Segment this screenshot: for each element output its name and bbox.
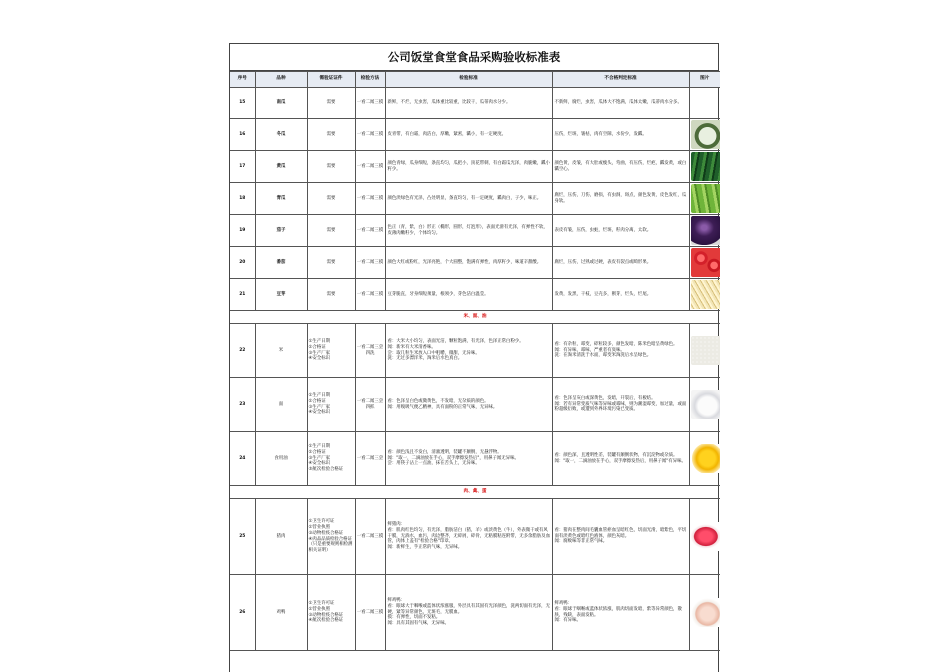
flour-photo (691, 390, 721, 419)
item-name: 食用油 (255, 432, 307, 486)
item-name: 青瓜 (255, 183, 307, 215)
rejection-criteria: 不新鲜，腐烂，虫害，瓜体大不饱满，瓜体太嫩，瓜蒂肉水分多。 (552, 88, 689, 119)
item-name: 面 (255, 378, 307, 432)
rejection-criteria: 看：色泽呈灰白或深黄色，发暗，开裂后，有板结。 闻：若有异常变质气味等异味或霉味，则为潮湿霉变，加过量，或面粉超级衍败，或遭到外界环境污染已变质。 (552, 378, 689, 432)
table-row (230, 215, 720, 247)
row-number: 20 (230, 247, 255, 279)
required-certificates: ①生产日期 ②合格证 ③生产厂家 ④安全标识 ⑤航次检验合格证 (307, 432, 355, 486)
inspection-method: 一看二闻三摸 (355, 279, 385, 311)
inspection-method: 一看二闻三尝四洗 (355, 324, 385, 378)
section-row-grain-oil (230, 311, 720, 324)
inspection-standard: 看：颜色浅且不发白，清澈透明，装罐不颠倒，无悬浮物。 闻："取一，二滴油放在手心，双手摩擦发热后"，用鼻子闻无异味。 尝：用筷子沾上一点油，抹在舌头上，无异味。 (385, 432, 552, 486)
table-row (230, 279, 720, 311)
rejection-criteria: 腐烂，压伤，过熟或过硬，表皮有裂点或畸形果。 (552, 247, 689, 279)
inspection-method: 一看二闻三摸 (355, 247, 385, 279)
item-name: 米 (255, 324, 307, 378)
inspection-standard: 鲜鸡鸭： 看：眼球大于咽喉或蓝体状浓涨服，外层具有其固有光泽颜色，洗两切面有光泽，无硬，紧等异常颜色，无斑毛，无膜血。 摸：有弹性，切面不发粘。 闻：具有其固有气味，无异味。 (385, 575, 552, 651)
inspection-sheet (229, 43, 719, 672)
table-row (230, 119, 720, 151)
section-row-meat-egg (230, 486, 720, 499)
inspection-standard: 鲜猪肉： 看：肌肉红色均匀，有光泽，脂肪洁白（猪，羊）或淡黄色（牛），外表微干或有风干膜，无淌水，血污，肉边整齐，无碎屑，碎骨，无粘膜粘连附带，无多余脂肪及血管，肉体上盖有"检验合格"印章。 闻：新鲜生，乎正常的气味，无异味。 (385, 499, 552, 575)
wintermelon-photo (691, 120, 721, 149)
sheet-title: 公司饭堂食堂食品采购验收标准表 (230, 44, 718, 71)
row-number: 24 (230, 432, 255, 486)
required-certificates: 需要 (307, 119, 355, 151)
col-header-reject: 不合格判定标准 (552, 72, 689, 88)
rejection-criteria: 颜色黄，皮皱，有大肚或瘦头，弯曲，有压伤，烂疤，瓤发黄，或白瓤空心。 (552, 151, 689, 183)
table-row (230, 88, 720, 119)
pork-photo (691, 522, 721, 551)
required-certificates: ①生产日期 ②合格证 ③生产厂家 ④安全标识 (307, 324, 355, 378)
inspection-standard: 看：大米大小均匀，表面光洁，颗粒饱满，有光泽，色泽正常白粉少。 闻：新米有大米清香味。 尝：取几粒生米放入口中咀嚼，微甜，无异味。 洗：无过多漂洋米，淘米后水色真白。 (385, 324, 552, 378)
required-certificates: ①卫生许可证 ②营业执照 ③动物检疫合格证 ④航次检验合格证 (307, 575, 355, 651)
rejection-criteria: 压伤，烂斑，皱枯，肉有空隙，水份少，发瓤。 (552, 119, 689, 151)
item-name: 南瓜 (255, 88, 307, 119)
item-photo-cell (689, 378, 720, 432)
row-number: 19 (230, 215, 255, 247)
item-photo-cell (689, 151, 720, 183)
item-photo-cell (689, 88, 720, 119)
item-photo-cell (689, 499, 720, 575)
inspection-standard: 颜色大红或粉红，光泽亮艳，个大圆整，饱满有弹性，肉厚籽少，味道辛甜酸。 (385, 247, 552, 279)
pepper-photo (691, 184, 721, 213)
row-number: 23 (230, 378, 255, 432)
table-row (230, 324, 720, 378)
item-photo-cell (689, 324, 720, 378)
chicken-photo (691, 598, 721, 627)
inspection-standard: 颜色青绿，瓜身细短，条直均匀，瓜把小，顶花带刺，有白霜瓜光泽，肉脆嫩，瓤小籽少。 (385, 151, 552, 183)
tomato-photo (691, 248, 721, 277)
col-header-name: 品种 (255, 72, 307, 88)
rejection-criteria: 看：颜色深，且透明性差，装罐有颠倒状物，有沉淀物或杂质。 闻："取一，二滴油放在手心，双手摩擦发热后，用鼻子闻"有异味。 (552, 432, 689, 486)
col-header-pic: 图片 (689, 72, 720, 88)
table-row (230, 247, 720, 279)
required-certificates: 需要 (307, 279, 355, 311)
row-number: 18 (230, 183, 255, 215)
item-photo-cell (689, 119, 720, 151)
item-photo-cell (689, 215, 720, 247)
item-photo-cell (689, 183, 720, 215)
eggplant-photo (691, 216, 721, 245)
inspection-standard: 色正（青，紫，白）形正（椭形，圆形，灯泡形），表面光滑有光泽，有弹性不软，皮薄肉嫩籽少，个体均匀。 (385, 215, 552, 247)
oil-photo (691, 444, 721, 473)
item-name: 豆芽 (255, 279, 307, 311)
col-header-cert: 需验证证件 (307, 72, 355, 88)
required-certificates: 需要 (307, 88, 355, 119)
table-row (230, 151, 720, 183)
inspection-method: 一看二闻三摸 (355, 119, 385, 151)
row-number: 22 (230, 324, 255, 378)
inspection-standard: 皮青带，有白霜，肉洁白，厚嫩，紧密，瓤小，有一定硬度。 (385, 119, 552, 151)
inspection-method: 一看二闻三摸 (355, 215, 385, 247)
inspection-standard: 看：色泽呈白色或微黄色，不发暗，无杂质的颜色。 闻：用嗅吸气便乙精神，具有面粉的正常气味，无异味。 (385, 378, 552, 432)
required-certificates: 需要 (307, 247, 355, 279)
section-label: 肉、禽、蛋 (230, 486, 720, 499)
rejection-criteria: 鲜鸡鸭： 看：眼球于咽喉或蓝体状浓涨，肌肉切面发暗，紫等异常颜色，散肤，残缺，表面发粘。 闻：有异味。 (552, 575, 689, 651)
inspection-method: 一看二闻三尝四抓 (355, 378, 385, 432)
inspection-standard: 新鲜，不烂，无虫害，瓜体重比较重，比较干，瓜蒂肉水分少。 (385, 88, 552, 119)
required-certificates: 需要 (307, 215, 355, 247)
item-name: 茄子 (255, 215, 307, 247)
item-name: 黄瓜 (255, 151, 307, 183)
cucumber-photo (691, 152, 721, 181)
col-header-standard: 检验标准 (385, 72, 552, 88)
inspection-method: 一看二闻三摸 (355, 88, 385, 119)
inspection-standard: 颜色淡绿色有光泽，凸处明显，条直均匀，有一定硬度，瓤肉白，子少，味正。 (385, 183, 552, 215)
table-row (230, 378, 720, 432)
rice-photo (691, 336, 721, 365)
sprout-photo (691, 280, 721, 309)
required-certificates: 需要 (307, 151, 355, 183)
col-header-method: 检验方法 (355, 72, 385, 88)
item-photo-cell (689, 432, 720, 486)
inspection-standard: 豆芽脆直，牙身细短须量，根须少，芽色洁白温莹。 (385, 279, 552, 311)
inspection-method: 一看二闻三摸 (355, 575, 385, 651)
required-certificates: ①卫生许可证 ②营业执照 ③动物检疫合格证 ④肉品品质检验合格证 （只是重要规则相检测相关证明） (307, 499, 355, 575)
rejection-criteria: 发黄，发黑，干枝，豆壳多，断芽，烂头，烂尾。 (552, 279, 689, 311)
item-name: 番茄 (255, 247, 307, 279)
section-label: 米、面、油 (230, 311, 720, 324)
item-photo-cell (689, 575, 720, 651)
table-row (230, 575, 720, 651)
table-row (230, 499, 720, 575)
rejection-criteria: 腐烂，压伤，刀伤，磨损，有虫洞，斑点，颜色发黄，皮色发红，瓜身软。 (552, 183, 689, 215)
rejection-criteria: 看：有杂粒，霉变，碎粒较多，颜色发暗，陈米色暗呈黄绿色。 闻：有异味，霉味，严重者有臭味。 洗：在淘米清洗于水面，霉变米淘洗后水呈绿色。 (552, 324, 689, 378)
row-number: 25 (230, 499, 255, 575)
inspection-method: 一看二闻三摸 (355, 151, 385, 183)
rejection-criteria: 表皮有皱，压伤，虫蛀，烂斑，籽肉分离，太软。 (552, 215, 689, 247)
inspection-method: 一看二闻三摸 (355, 183, 385, 215)
row-number: 16 (230, 119, 255, 151)
item-name: 猪肉 (255, 499, 307, 575)
item-name: 鸡鸭 (255, 575, 307, 651)
item-photo-cell (689, 247, 720, 279)
item-name: 冬瓜 (255, 119, 307, 151)
table-row (230, 183, 720, 215)
rejection-criteria: 看：猪肉在整肉间毛囊血管瘀血呈暗红色，切面光滑，暗紫色，平切面有淡黄色或暗红色液体，颜色灰暗。 闻：腐败味等非正常气味。 (552, 499, 689, 575)
required-certificates: 需要 (307, 183, 355, 215)
row-number: 21 (230, 279, 255, 311)
table-row (230, 432, 720, 486)
row-number: 17 (230, 151, 255, 183)
row-number: 15 (230, 88, 255, 119)
inspection-method: 一看二闻三尝 (355, 432, 385, 486)
row-number: 26 (230, 575, 255, 651)
required-certificates: ①生产日期 ②合格证 ③生产厂家 ④安全标识 (307, 378, 355, 432)
inspection-method: 一看二闻三摸 (355, 499, 385, 575)
standards-table (230, 71, 720, 651)
header-row (230, 72, 720, 88)
item-photo-cell (689, 279, 720, 311)
col-header-no: 序号 (230, 72, 255, 88)
